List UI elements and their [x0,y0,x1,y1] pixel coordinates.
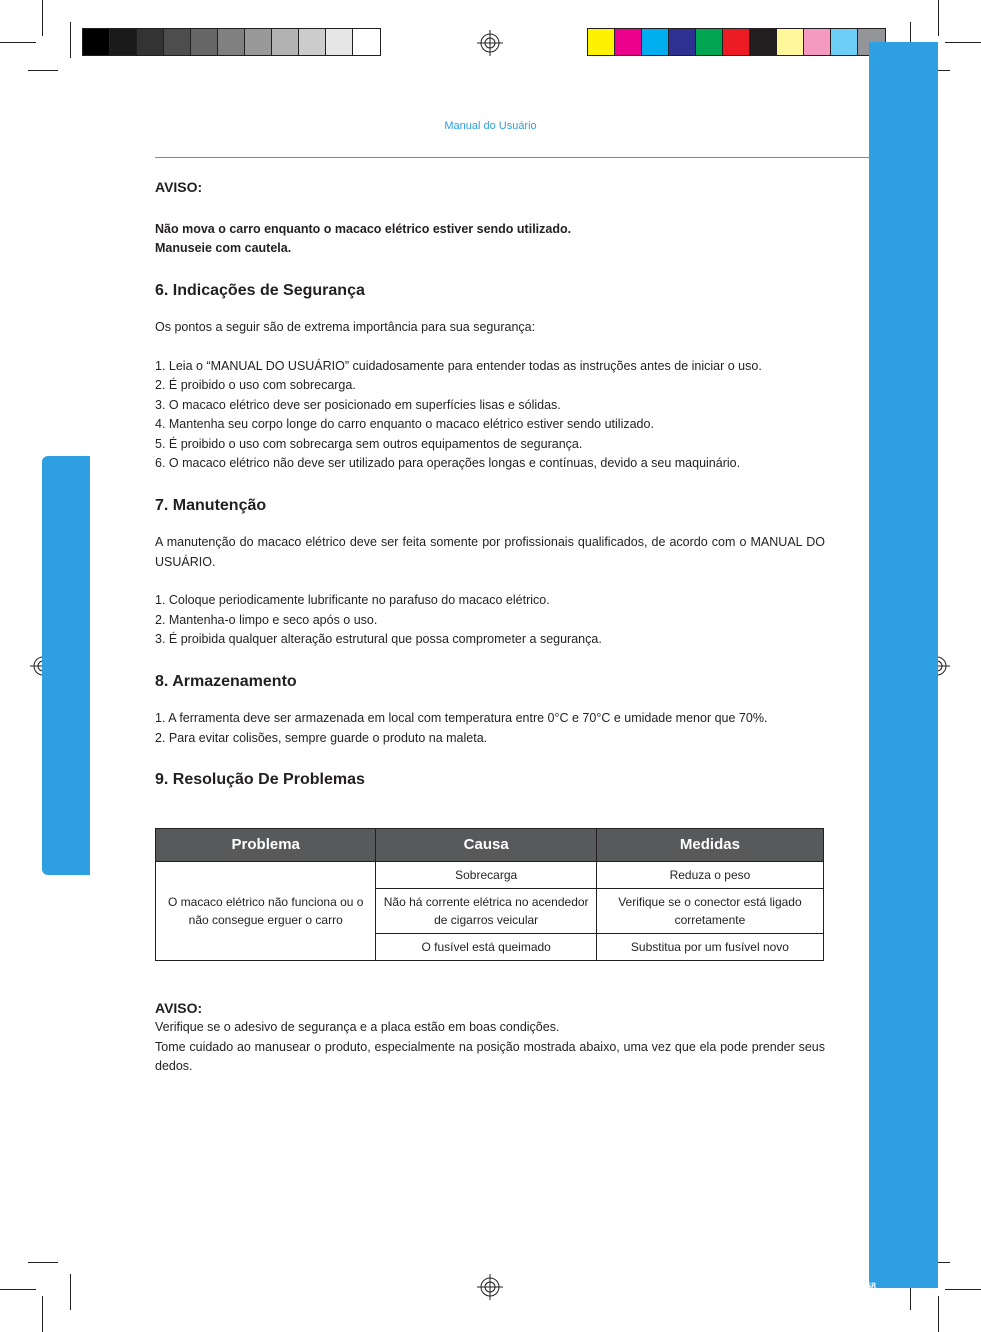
color-swatch [615,29,642,55]
crop-mark [42,0,43,36]
aviso-title: AVISO: [155,999,203,1016]
color-swatch [218,29,245,55]
crop-mark [945,1289,981,1290]
list-item: 1. A ferramenta deve ser armazenada em local com temperatura entre 0°C e 70°C e umidade menor que 70%. [155,711,768,725]
table-cell-cause: Não há corrente elétrica no acendedor de cigarros veicular [376,888,596,933]
table-cell-problem: O macaco elétrico não funciona ou o não consegue erguer o carro [156,861,376,960]
table-cell-cause: O fusível está queimado [376,933,596,960]
section-title: 9. Resolução De Problemas [155,771,365,788]
crop-mark [70,22,71,58]
crop-mark [0,1289,36,1290]
section-intro: Os pontos a seguir são de extrema importância para sua segurança: [155,320,536,334]
table-header: Medidas [596,828,823,861]
list-item: 4. Mantenha seu corpo longe do carro enquanto o macaco elétrico estiver sendo utilizado. [155,417,654,431]
color-swatch [777,29,804,55]
table-cell-measure: Reduza o peso [596,861,823,888]
table-cell-cause: Sobrecarga [376,861,596,888]
color-swatch [804,29,831,55]
crop-mark [938,1296,939,1332]
color-swatch [164,29,191,55]
list-item: 2. Mantenha-o limpo e seco após o uso. [155,612,378,627]
crop-mark [945,42,981,43]
color-swatch [272,29,299,55]
aviso-line: Não mova o carro enquanto o macaco elétrico estiver sendo utilizado. [155,221,572,236]
aviso-line: Tome cuidado ao manusear o produto, especialmente na posição mostrada abaixo, uma vez que ela pode prender seus dedos. [155,1039,825,1073]
aviso-line: Manuseie com cautela. [155,241,292,255]
color-swatch [83,29,110,55]
color-swatch [642,29,669,55]
page-content [155,178,825,1077]
crop-mark [0,42,36,43]
color-swatch [326,29,353,55]
color-swatch [299,29,326,55]
crop-mark [938,0,939,36]
section-title: 8. Armazenamento [155,672,297,690]
color-swatch [110,29,137,55]
gray-swatch-strip [82,28,381,56]
list-item: 6. O macaco elétrico não deve ser utilizado para operações longas e contínuas, devido a seu maquinário. [155,456,741,470]
color-swatch [245,29,272,55]
crop-mark [28,70,58,71]
color-swatch [831,29,858,55]
troubleshooting-table [155,828,824,961]
registration-mark-icon [477,1274,503,1300]
list-item: 2. É proibido o uso com sobrecarga. [155,378,356,392]
section-title: 7. Manutenção [155,496,267,514]
left-accent-tab [42,456,90,875]
registration-mark-icon [477,30,503,56]
header-divider [155,157,869,158]
table-cell-measure: Verifique se o conector está ligado corretamente [596,888,823,933]
section-title: 6. Indicações de Segurança [155,281,365,299]
color-swatch-strip [587,28,886,56]
color-swatch [353,29,380,55]
list-item: 2. Para evitar colisões, sempre guarde o produto na maleta. [155,730,488,745]
color-swatch [588,29,615,55]
table-cell-measure: Substitua por um fusível novo [596,933,823,960]
page-number: 58 [866,1281,877,1291]
crop-mark [42,1296,43,1332]
section-intro: A manutenção do macaco elétrico deve ser feita somente por profissionais qualificados, de acordo com o MANUAL DO USUÁRIO. [155,535,825,569]
color-swatch [191,29,218,55]
color-swatch [750,29,777,55]
aviso-title: AVISO: [155,179,203,195]
list-item: 5. É proibido o uso com sobrecarga sem outros equipamentos de segurança. [155,436,583,451]
table-header: Problema [156,828,376,861]
list-item: 1. Leia o “MANUAL DO USUÁRIO” cuidadosamente para entender todas as instruções antes de iniciar o uso. [155,358,762,373]
list-item: 3. É proibida qualquer alteração estrutural que possa comprometer a segurança. [155,632,602,646]
page-header: Manual do Usuário [444,120,537,132]
crop-mark [28,1262,58,1263]
right-accent-bar [869,42,938,1288]
table-header: Causa [376,828,596,861]
color-swatch [696,29,723,55]
table-row [156,861,824,888]
list-item: 3. O macaco elétrico deve ser posicionado em superfícies lisas e sólidas. [155,397,561,412]
color-swatch [137,29,164,55]
list-item: 1. Coloque periodicamente lubrificante no parafuso do macaco elétrico. [155,593,550,607]
aviso-line: Verifique se o adesivo de segurança e a placa estão em boas condições. [155,1020,560,1034]
crop-mark [70,1274,71,1310]
color-swatch [669,29,696,55]
color-swatch [723,29,750,55]
